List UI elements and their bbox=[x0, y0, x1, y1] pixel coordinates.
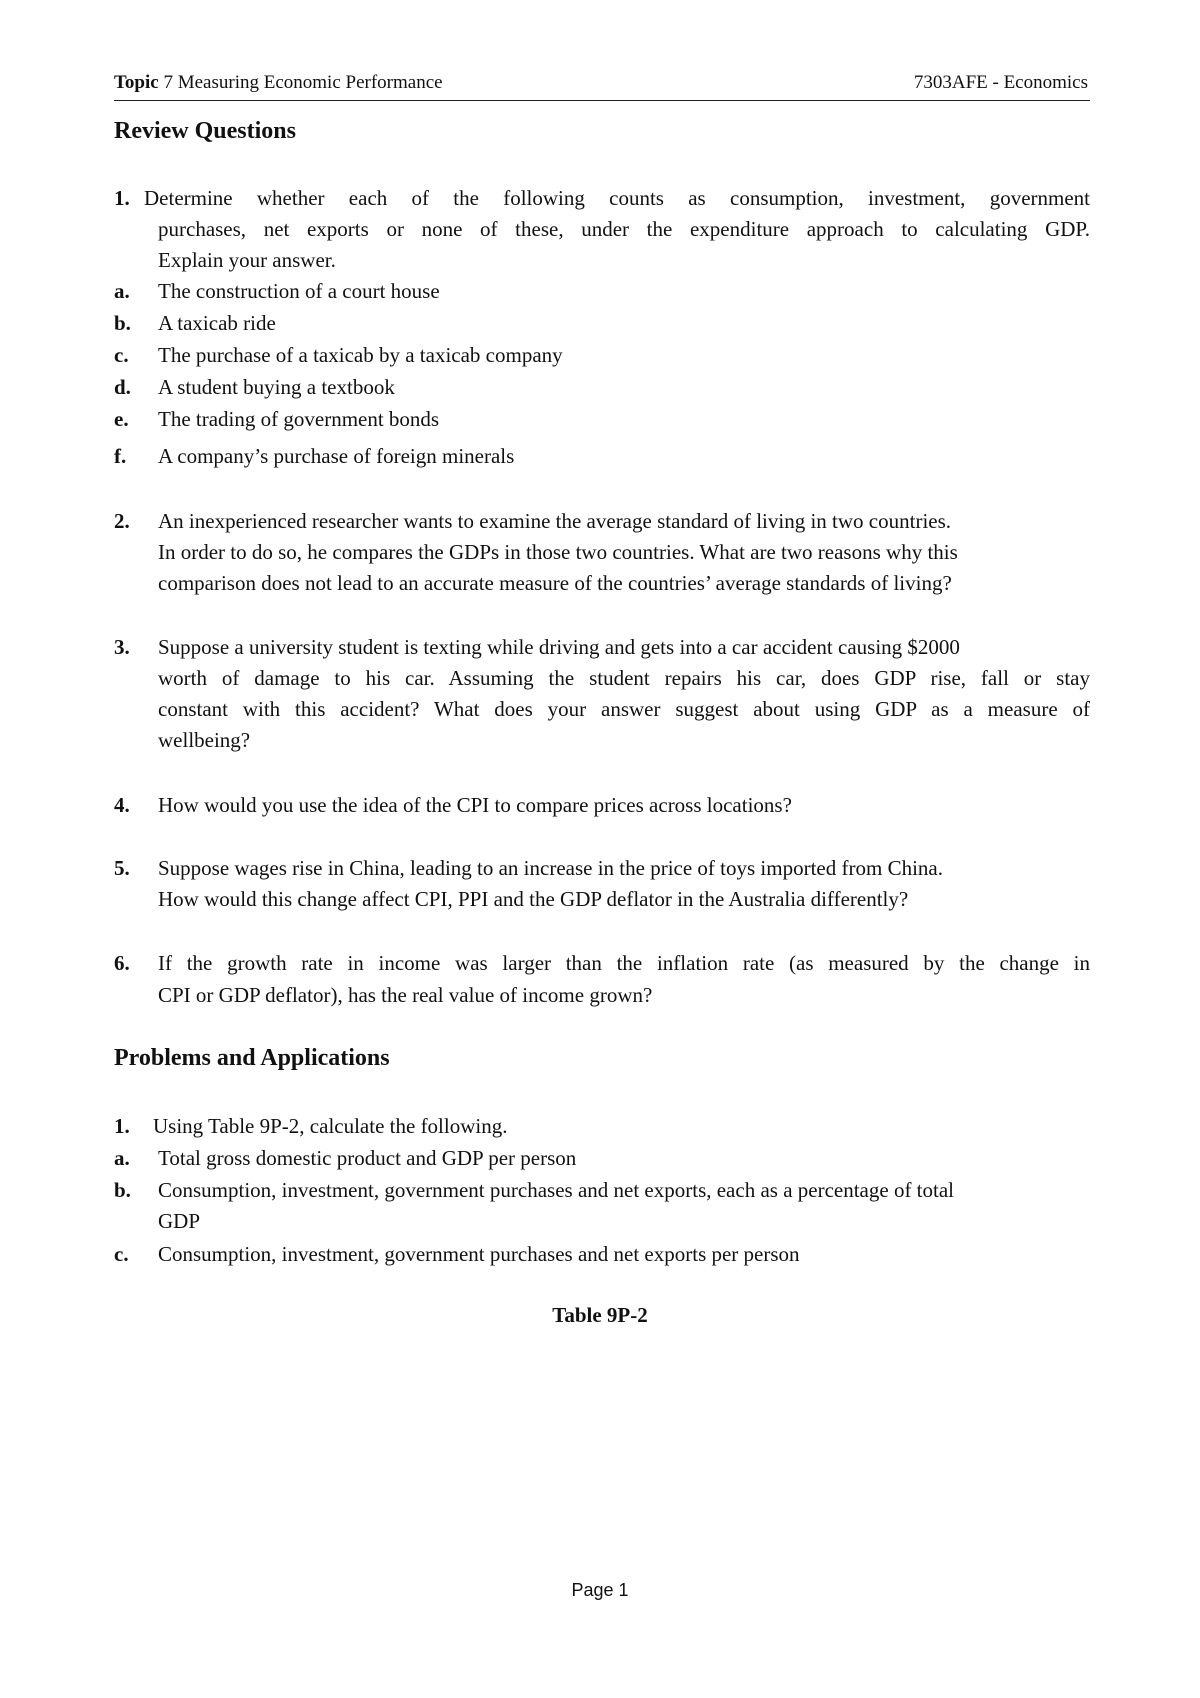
problem-text: Using Table 9P-2, calculate the following. bbox=[153, 1114, 508, 1138]
question-number: 4. bbox=[114, 793, 130, 817]
problem-number: 1. bbox=[114, 1114, 130, 1138]
question-number: 3. bbox=[114, 635, 130, 659]
item-letter: d. bbox=[114, 375, 131, 399]
header-topic-label: Topic bbox=[114, 72, 159, 93]
question-text: Suppose a university student is texting while driving and gets into a car accident causing $2000 bbox=[158, 635, 960, 659]
item-text: A company’s purchase of foreign minerals bbox=[158, 444, 515, 468]
question-text: Determine whether each of the following counts as consumption, investment, government bbox=[144, 186, 1090, 210]
question-text: If the growth rate in income was larger than the inflation rate (as measured by the change in bbox=[158, 951, 1090, 975]
page-number: Page 1 bbox=[571, 1580, 629, 1600]
item-letter: a. bbox=[114, 1146, 130, 1170]
header-topic-text: 7 Measuring Economic Performance bbox=[158, 72, 443, 93]
item-text: Consumption, investment, government purchases and net exports, each as a percentage of total bbox=[158, 1178, 955, 1202]
question-text: Explain your answer. bbox=[158, 248, 336, 272]
item-letter: c. bbox=[114, 1242, 129, 1266]
question-text: wellbeing? bbox=[158, 728, 251, 752]
question-text: An inexperienced researcher wants to examine the average standard of living in two countries. bbox=[158, 509, 952, 533]
item-letter: e. bbox=[114, 407, 129, 431]
question-text: In order to do so, he compares the GDPs in those two countries. What are two reasons why this bbox=[158, 540, 958, 564]
question-text: How would you use the idea of the CPI to compare prices across locations? bbox=[158, 793, 792, 817]
item-letter: c. bbox=[114, 343, 129, 367]
item-text: Total gross domestic product and GDP per person bbox=[158, 1146, 577, 1170]
item-text: GDP bbox=[158, 1209, 201, 1233]
review-questions-title: Review Questions bbox=[114, 118, 296, 144]
question-text: How would this change affect CPI, PPI and the GDP deflator in the Australia differently? bbox=[158, 887, 909, 911]
item-text: The purchase of a taxicab by a taxicab company bbox=[158, 343, 563, 367]
item-text: Consumption, investment, government purchases and net exports per person bbox=[158, 1242, 800, 1266]
item-letter: b. bbox=[114, 1178, 131, 1202]
item-text: A student buying a textbook bbox=[158, 375, 395, 399]
header-course: 7303AFE - Economics bbox=[913, 72, 1088, 93]
question-text: purchases, net exports or none of these, under the expenditure approach to calculating GDP. bbox=[158, 217, 1090, 241]
item-text: The trading of government bonds bbox=[158, 407, 440, 431]
question-number: 5. bbox=[114, 856, 130, 880]
question-text: worth of damage to his car. Assuming the student repairs his car, does GDP rise, fall or stay bbox=[158, 666, 1090, 690]
question-number: 2. bbox=[114, 509, 130, 533]
header-topic bbox=[114, 72, 443, 94]
item-letter: a. bbox=[114, 279, 130, 303]
question-text: CPI or GDP deflator), has the real value of income grown? bbox=[158, 983, 653, 1007]
item-letter: b. bbox=[114, 311, 131, 335]
question-text: Suppose wages rise in China, leading to an increase in the price of toys imported from China. bbox=[158, 856, 943, 880]
problems-title: Problems and Applications bbox=[114, 1045, 390, 1071]
question-number: 1. bbox=[114, 186, 130, 210]
question-text: comparison does not lead to an accurate measure of the countries’ average standards of living? bbox=[158, 571, 952, 595]
item-text: A taxicab ride bbox=[158, 311, 276, 335]
page-header bbox=[114, 70, 1090, 101]
question-number: 6. bbox=[114, 951, 130, 975]
table-title: Table 9P-2 bbox=[552, 1303, 648, 1327]
question-text: constant with this accident? What does your answer suggest about using GDP as a measure of bbox=[158, 697, 1090, 721]
item-text: The construction of a court house bbox=[158, 279, 440, 303]
item-letter: f. bbox=[114, 444, 127, 468]
